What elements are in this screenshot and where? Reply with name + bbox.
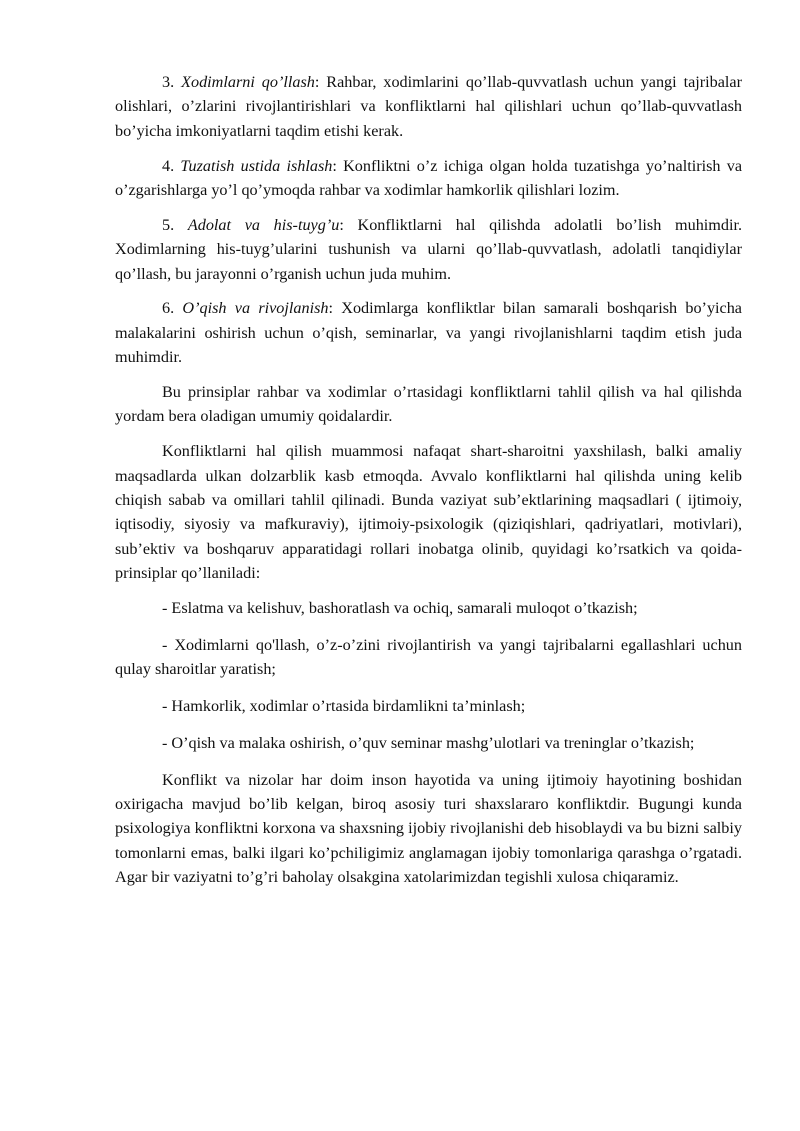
paragraph-closing: Konflikt va nizolar har doim inson hayotida va uning ijtimoiy hayotining boshidan oxirigacha mavjud bo’lib kelgan, biroq asosiy turi shaxslararo konfliktdir. Bugungi kunda psixologiya konfliktni korxona va shaxsning ijobiy rivojlanishi deb hisoblaydi va bu bizni salbiy tomonlarni emas, balki ilgari ko’pchiligimiz anglamagan ijobiy tomonlariga qarashga o’rgatadi. Agar bir vaziyatni to’g’ri baholay olsakgina xatolarimizdan tegishli xulosa chiqaramiz. xyxy=(115,770,742,887)
list-item: - Eslatma va kelishuv, bashoratlash va ochiq, samarali muloqot o’tkazish; xyxy=(162,599,638,618)
principle-term: Adolat va his-tuyg’u xyxy=(187,215,340,234)
item-number: 6. xyxy=(162,299,175,318)
item-number: 3. xyxy=(162,73,175,91)
paragraph-principle-3 xyxy=(115,70,742,143)
document-page xyxy=(115,70,742,900)
paragraph-principle-4 xyxy=(115,154,742,203)
principle-text: : Xodimlarga konfliktlar bilan samarali boshqarish bo’yicha malakalarini oshirish uchun o’qish, seminarlar, va yangi rivojlanishlarni taqdim etish juda muhimdir. xyxy=(115,299,742,367)
principle-term: Tuzatish ustida ishlash xyxy=(180,156,333,175)
paragraph-conflict-resolution: Konfliktlarni hal qilish muammosi nafaqat shart-sharoitni yaxshilash, balki amaliy maqsadlarda ulkan dolzarblik kasb etmoqda. Avvalo konfliktlarni hal qilishda uning kelib chiqish sabab va omillari tahlil qilinadi. Bunda vaziyat sub’ektlarining maqsadlari ( ijtimoiy, iqtisodiy, siyosiy va mafkuraviy), ijtimoiy-psixologik (qiziqishlari, qadriyatlari, motivlari), sub’ektiv va boshqaruv apparatidagi rollari inobatga olinib, quyidagi ko’rsatkich va qoida-prinsiplar qo’llaniladi: xyxy=(115,442,742,583)
principle-term: Xodimlarni qo’llash xyxy=(181,73,315,91)
list-item: - Xodimlarni qo'llash, o’z-o’zini rivojlantirish va yangi tajribalarni egallashlari uchun qulay sharoitlar yaratish; xyxy=(115,635,742,679)
principle-text: : Konfliktlarni hal qilishda adolatli bo’lish muhimdir. Xodimlarning his-tuyg’ularini tushunish va ularni qo’llab-quvvatlash, adolatli tanqidiylar qo’llash, bu jarayonni o’rganish uchun juda muhim. xyxy=(115,215,743,283)
principle-text: : Rahbar, xodimlarini qo’llab-quvvatlash uchun yangi tajribalar olishlari, o’zlarini rivojlantirishlari va konfliktlarni hal qilishlari uchun qo’llab-quvvatlash bo’yicha imkoniyatlarni taqdim etishi kerak. xyxy=(115,73,742,140)
principle-term: O’qish va rivojlanish xyxy=(182,299,329,318)
paragraph-summary: Bu prinsiplar rahbar va xodimlar o’rtasidagi konfliktlarni tahlil qilish va hal qilishda yordam bera oladigan umumiy qoidalardir. xyxy=(115,383,742,426)
item-number: 4. xyxy=(162,156,175,175)
list-item: - O’qish va malaka oshirish, o’quv seminar mashg’ulotlari va treninglar o’tkazish; xyxy=(162,733,695,752)
principle-text: : Konfliktni o’z ichiga olgan holda tuzatishga yo’naltirish va o’zgarishlarga yo’l qo’ymoqda rahbar va xodimlar hamkorlik qilishlari lozim. xyxy=(115,156,743,200)
paragraph-principle-5 xyxy=(115,213,742,286)
paragraph-principle-6 xyxy=(115,296,742,369)
list-item: - Hamkorlik, xodimlar o’rtasida birdamlikni ta’minlash; xyxy=(162,697,526,716)
item-number: 5. xyxy=(162,215,175,234)
